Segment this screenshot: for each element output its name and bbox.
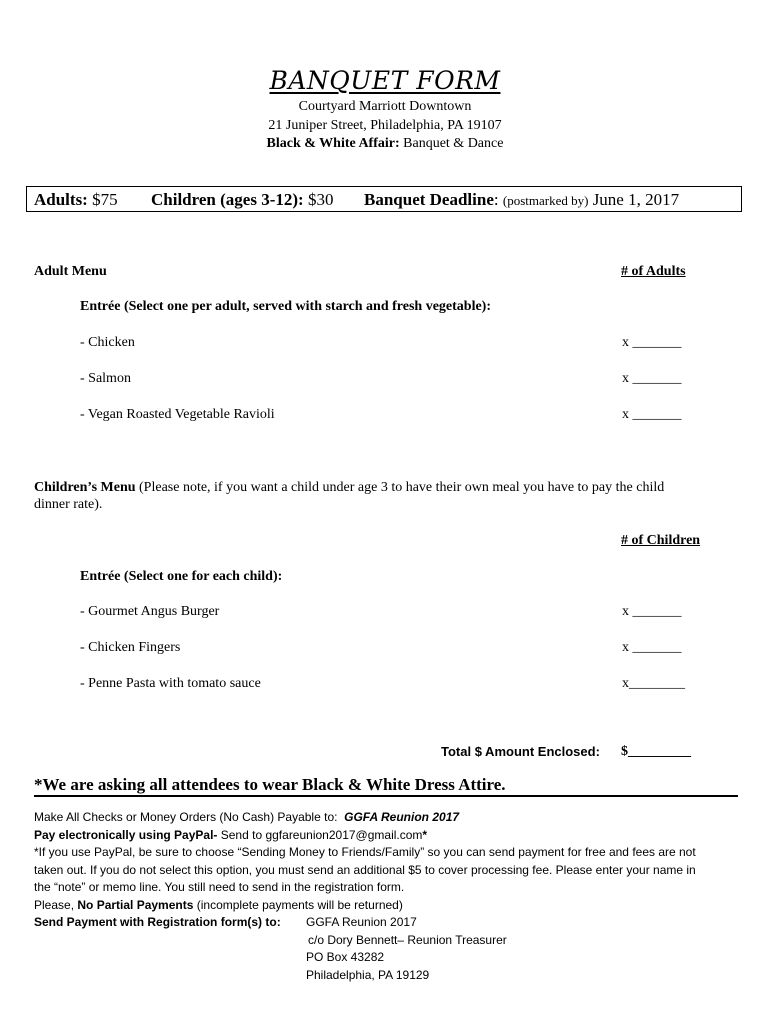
adult-entree-instruction (80, 299, 491, 315)
children-price (151, 190, 333, 210)
deadline-date: June 1, 2017 (592, 190, 680, 209)
payment-info (34, 809, 738, 984)
child-fingers-blank[interactable]: x _______ (622, 640, 682, 655)
children-menu-note: (Please note, if you want a child under age 3 to have their own meal you have to pay the child (135, 480, 665, 495)
venue-address: 21 Juniper Street, Philadelphia, PA 19107 (268, 118, 502, 133)
send-label: Send Payment with Registration form(s) to: (34, 915, 281, 929)
children-label: Children (ages 3-12): (151, 190, 304, 209)
adults-label: Adults: (34, 190, 88, 209)
partial-rest: (incomplete payments will be returned) (193, 897, 403, 912)
paypal-note-2: taken out. If you do not select this option, you must send an additional $5 to cover processing fee. Please enter your name in (34, 862, 696, 877)
checks-payee: GGFA Reunion 2017 (344, 810, 460, 824)
adult-chicken-blank[interactable]: x _______ (622, 335, 682, 350)
child-item-burger: - Gourmet Angus Burger (80, 604, 220, 619)
partial-prefix: Please, (34, 897, 78, 912)
partial-bold: No Partial Payments (77, 897, 194, 912)
deadline-colon: : (493, 190, 499, 209)
paypal-email: Send to ggfareunion2017@gmail.com (217, 827, 423, 842)
partial-line (34, 897, 738, 915)
paypal-line (34, 827, 738, 845)
child-item-pasta: - Penne Pasta with tomato sauce (80, 676, 261, 691)
paypal-note-1: *If you use PayPal, be sure to choose “Sending Money to Friends/Family” so you can send payment for free and fees are not (34, 845, 696, 859)
deadline-label: Banquet Deadline (364, 190, 494, 209)
adult-item-salmon: - Salmon (80, 371, 131, 386)
mail-address-4: Philadelphia, PA 19129 (306, 967, 430, 982)
total-blank[interactable]: $_________ (621, 744, 691, 759)
children-count-heading: # of Children (621, 533, 701, 548)
child-item-fingers: - Chicken Fingers (80, 640, 181, 655)
paypal-star: * (422, 827, 428, 842)
children-value: $30 (307, 190, 334, 209)
venue-name: Courtyard Marriott Downtown (298, 99, 472, 114)
children-menu-note-cont: dinner rate). (34, 497, 103, 512)
mail-address-3: PO Box 43282 (306, 950, 385, 964)
mail-address-1: GGFA Reunion 2017 (306, 915, 417, 929)
mail-address-2: c/o Dory Bennett– Reunion Treasurer (308, 932, 507, 947)
children-menu-heading (34, 480, 664, 496)
children-menu-label: Children’s Menu (34, 480, 136, 495)
child-burger-blank[interactable]: x _______ (622, 604, 682, 619)
event-label: Black & White Affair: (266, 136, 400, 151)
divider (34, 795, 738, 797)
adult-item-chicken: - Chicken (80, 335, 135, 350)
adult-menu-heading: Adult Menu (34, 264, 107, 279)
adult-entree-label: Entrée (80, 299, 121, 314)
adult-item-ravioli: - Vegan Roasted Vegetable Ravioli (80, 407, 275, 422)
banquet-deadline (364, 190, 679, 210)
deadline-note: (postmarked by) (502, 193, 589, 208)
adults-price (34, 190, 118, 210)
event-line (0, 136, 770, 152)
children-entree-instruction: Entrée (Select one for each child): (80, 569, 283, 584)
checks-line (34, 809, 738, 827)
form-title: BANQUET FORM (269, 66, 501, 95)
adults-value: $75 (92, 190, 118, 209)
child-pasta-blank[interactable]: x________ (622, 676, 685, 691)
adult-salmon-blank[interactable]: x _______ (622, 371, 682, 386)
checks-text: Make All Checks or Money Orders (No Cash) Payable to: (34, 810, 338, 824)
paypal-note-3: the “note” or memo line. You still need to send in the registration form. (34, 880, 405, 894)
price-box (26, 186, 742, 212)
event-value: Banquet & Dance (399, 136, 504, 151)
attire-notice: *We are asking all attendees to wear Black & White Dress Attire. (34, 775, 506, 794)
send-line (34, 914, 738, 932)
adult-entree-rest: (Select one per adult, served with starch and fresh vegetable): (120, 299, 492, 314)
adult-count-heading: # of Adults (621, 264, 686, 279)
adult-ravioli-blank[interactable]: x _______ (622, 407, 682, 422)
total-label: Total $ Amount Enclosed: (441, 744, 600, 759)
paypal-label: Pay electronically using PayPal- (34, 827, 218, 842)
